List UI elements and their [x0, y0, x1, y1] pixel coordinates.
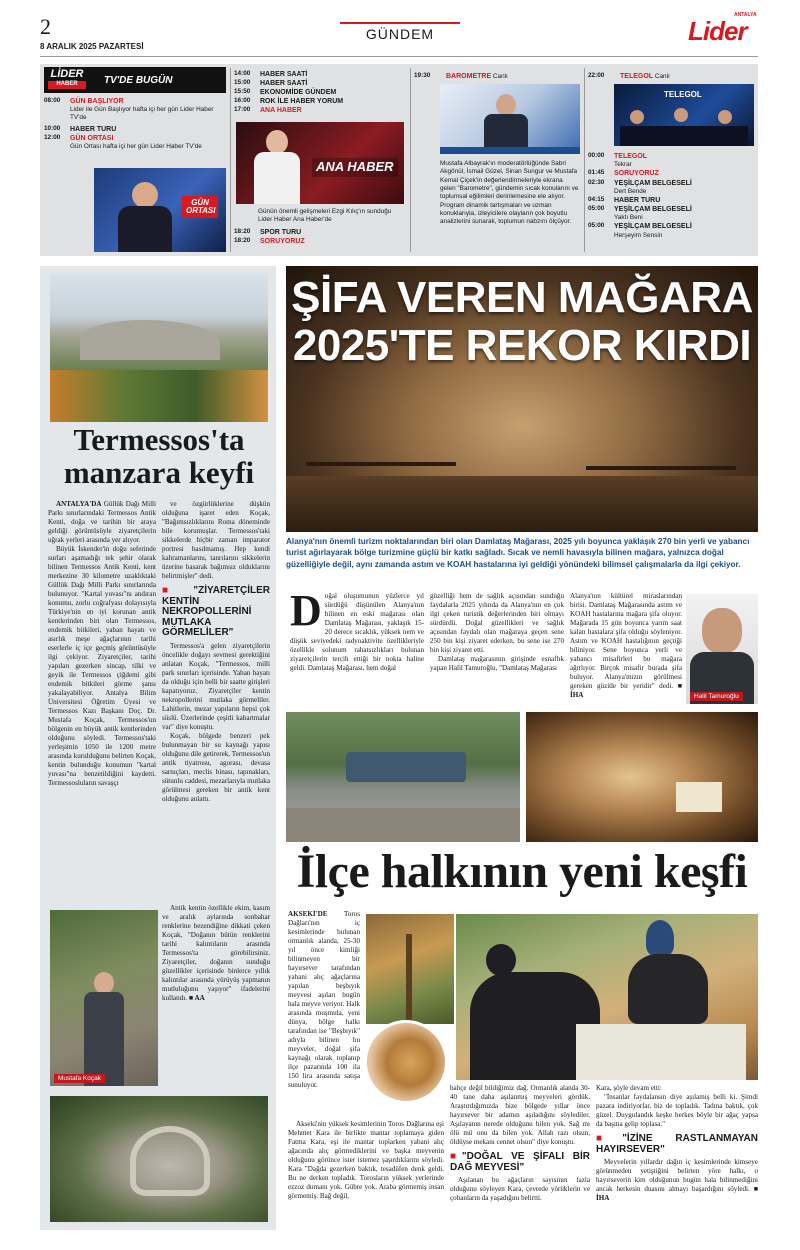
tv-item: 15:00 HABER SAATİ [234, 79, 308, 88]
termessos-aerial-photo [50, 1096, 268, 1222]
tv-item: 18:20 SPOR TURU [234, 228, 302, 236]
woman-body [628, 954, 708, 1024]
mustafa-kocak-photo [50, 910, 158, 1086]
termessos-agency: AA [194, 994, 205, 1002]
termessos-dateline: ANTALYA'DA [56, 500, 102, 508]
presenter-head [132, 182, 158, 208]
tv-item: 18:20 SORUYORUZ [234, 237, 305, 246]
tv-item: 00:00 TELEGOL Tekrar [588, 152, 648, 169]
tv-item: 08:00 GÜN BAŞLIYOR Lider ile Gün Başlıyor hafta içi her gün Lider Haber TV'de [44, 97, 214, 122]
akseki-text-col-3: Kara, şöyle devam etti: "İnsanlar faydalansın diye aşılamış belli ki. Şimdi pazara indiriyorlar, biz de topladık. Tadına baktık, çok güzel. Duygulandık keşke herkes böyle bir ağaç yapsa da başına gelip toplasa." ■"İZİNE RASTLANMAYAN HAYIRSEVER" Meyvelerin yıllardır dağın iç kesimlerinde kimseye görünmeden yetiştiğini belirten yöre halkı, o hayırseverin kim olduğunun bugün hala bilinmediğini ancak herkesin duasını almayı başardığını söyledi. ■ İHA [596, 1084, 758, 1202]
tv-item: 05:00 YEŞİLÇAM BELGESELİ Herşeyim Sensin [588, 222, 692, 239]
telegol-image [614, 84, 754, 146]
akseki-text-col-1: AKSEKİ'DE Toros Dağları'nın iç kesimlerinde bulunan ormanlık alanda, 25-30 yıl önce kimliği bilinmeyen bir hayırsever tarafından yabani alıç ağaçlarına yapılan beşbıyık meyvesi aşıları bugün hala meyve veriyor. Halk arasında muşmula, yeni dünya, bölge halkı tarafından ise "Beşbıyık" adıyla bilinen bu meyveler, doğal şifa kaynağı olarak toplanıp ilçe pazarında 100 ila 150 lira arasında satışa sunuluyor. [288, 910, 360, 1089]
akseki-subheading-2: ■"İZİNE RASTLANMAYAN HAYIRSEVER" [596, 1133, 758, 1155]
presenter-body [254, 152, 300, 204]
tv-item: 02:30 YEŞİLÇAM BELGESELİ Dert Bende [588, 178, 692, 195]
presenter-head [496, 94, 516, 116]
tv-list-2b [234, 228, 305, 246]
tv-item: 10:00 HABER TURU [44, 124, 117, 133]
tv-guide-header [44, 67, 226, 93]
pavement [286, 808, 520, 842]
termessos-text-col-3: Antik kentin özellikle ekim, kasım ve aralık aylarında sonbahar renklerine bezendiğine dikkati çeken Koçak, "Doğanın bütün renklerini tarihi kalıntıların arasında Termessos'ta görebilirsiniz. Ziyaretçiler, doğanın sunduğu güzellikler içerisinde binlerce yıllık kalıntılar arasında yürüyüş yapmanın mutluluğunu yaşıyor" ifadelerini kullandı. ■ AA [162, 904, 270, 1002]
cloth [576, 1024, 746, 1080]
issue-date: 8 ARALIK 2025 PAZARTESİ [40, 42, 144, 51]
akseki-text-col-1b: Akseki'nin yüksek kesimlerinin Toros Dağlarına eşi Mehmet Kara ile birlikte mantar toplamaya giden Fatma Kara, eşi ile mantar toplarken yabani alıç ağacında alıç görmediklerini ve başka meyvenin olduğunu görünce ister istemez şaşırdıklarını söyledi. Kara "Dağda gezerken baktık, tesadüfen denk geldi. Bu ne derken topladık. Torosların yüksek yerlerinde ezzoz dumanı yok. Gübre yok. Araba görmemiş insan görmemiş. Bağ değil, [288, 1120, 444, 1200]
shop-canopy [346, 752, 466, 782]
fruit-collectors-photo [456, 914, 758, 1080]
damlatas-text-col-1: Doğal oluşumunun yüzlerce yıl sürdüğü düşünülen Alanya'nın bilinen en eski mağarası olan Damlataş Mağarası, yaklaşık 15-20 derece sıcaklık, yüksek nem ve düşük seviyedeki radyoaktivite özellikleriyle özellikle solunum rahatsızlıkları bulunan ziyaretçilerin tercih ettiği bir nokta haline geldi. Damlataş Mağarası, hem doğal [290, 592, 424, 672]
page-number: 2 [40, 14, 51, 39]
ruins-shape [130, 1126, 210, 1196]
telegol-label: TELEGOL [664, 90, 702, 99]
tv-item: 19:30 BAROMETRE Canlı [414, 72, 508, 80]
damlatas-agency: İHA [570, 691, 584, 699]
tv-item: 12:00 GÜN ORTASI Gün Ortası hafta içi her gün Lider Haber TV'de [44, 133, 202, 150]
ana-haber-image [236, 122, 404, 204]
cave-railing [586, 466, 736, 470]
damlatas-text-col-2: güzelliği hem de sağlık açısından sunduğu faydalarla 2025 yılında da Alanya'nın en çok ilgi çeken turistik değerlerinden biri olmayı sürdürdü. Doğal güzellikleri ve sağlık açısından faydalı olan mağaraya geçen sene 250 bin kişi ziyaret ederken, bu sene ise 270 bin kişi ziyaret etti. Damlataş mağarasının girişinde esnaflık yapan Halil Tamuroğlu, "Damlataş Mağarası [430, 592, 564, 672]
tv-divider [584, 68, 585, 252]
tv-item: 04:15 HABER TURU [588, 195, 661, 204]
tree-trunk [406, 934, 412, 1024]
cave-floor [286, 476, 758, 532]
tv-list-1 [44, 97, 226, 151]
guest-head [718, 110, 732, 124]
termessos-title: Termessos'ta manzara keyfi [63, 422, 255, 490]
presenter-body [118, 206, 172, 252]
lider-haber-logo: LİDER HABER [44, 67, 90, 93]
akseki-subheading-1: ■"DOĞAL VE ŞİFALI BİR DAĞ MEYVESİ" [450, 1151, 590, 1173]
tv-guide-title: TV'DE BUGÜN [90, 67, 226, 93]
logo-subtitle: ANTALYA [734, 12, 757, 18]
tv-column-4 [588, 64, 756, 256]
cave-photo [286, 266, 758, 532]
fruit-closeup-photo [364, 1020, 448, 1104]
akseki-headline: İlçe halkının yeni keşfi [296, 845, 748, 898]
cave-interior-photo [526, 712, 758, 842]
gun-ortasi-label: GÜN ORTASI [182, 196, 218, 218]
damlatas-text-col-3: Alanya'nın kültürel miraslarından birisi. Damlataş Mağarasında astım ve KOAH hastalarına mağara şifa oluyor. Mağarada 15 gün boyunca yarım saat kalan hastalara şifa olduğu söyleniyor. Astım ve KOAH hastalığının geçtiği biliniyor. Sene boyunca yerli ve yabancı misafirleri bu mağara ağırlıyor. Birçok misafir burada şifa buluyor. Alanya'mızın görülmesi gereken güzide bir yeridir" dedi. ■ İHA [570, 592, 682, 699]
tv-item: 05:00 YEŞİLÇAM BELGESELİ Yaktı Beni [588, 205, 692, 222]
drop-cap: D [290, 592, 322, 635]
termessos-text-col-2: ve özgürlüklerine düşkün olduğuna işaret eden Koçak, "Bağımsızlıklarını Roma döneminde bile korumuşlar. Termessos'taki sikkelerde hiçbir zaman imparator portresi basılmamış. Hep kendi kahramanlarını, tanrılarını sikkelerin üzerine basarak bağımsız olduklarını belirtmişler" dedi. ■"ZİYARETÇİLER KENTİN NEKROPOLLERİNİ MUTLAKA GÖRMELİLER" Termessos'a gelen ziyaretçilerin öncelikle doğayı sevmesi gerektiğini anlatan Koçak, "Termessos, milli park sınırları içerisinde. Yaban hayatı da olduğu için belli bir saatte girişleri kapatıyoruz. Ziyaretçiler kentin nekropollerini mutlaka görmeliler. Lahitlerin, mezar yapıların hepsi çok süslü. Üzerlerinde çeşitli kabartmalar var" diye konuştu. Koçak, bölgede benzeri pek bulunmayan bir su kaynağı yapısı olduğunu dile getirerek, Termessos'un antik tiyatrosu, agorası, devasa sarnıçları, meclis binası, tapınakları, sütunlu caddesi, mezarlarıyla mutlaka görülmesi gereken bir antik kent olduğunu anlattı. [162, 500, 270, 803]
termessos-landscape-photo [50, 274, 268, 422]
lower-third [440, 147, 580, 154]
tv-list-4 [588, 152, 756, 240]
termessos-text-col-1: ANTALYA'DA Güllük Dağı Milli Parkı sınırlarındaki Termessos Antik Kenti, doğa ve tarihin bir araya geldiği görüntüsüyle ziyaretçilerin uğrak yerleri arasında yer alıyor. Büyük İskender'in doğu seferinde surları aşamadığı tek şehir olarak bilinen Termessos Antik Kenti, kent merkezine 30 kilometre uzaklıktaki Güllük Dağı Milli Parkı sınırlarında bulunuyor. "Kartal yuvası"nı andıran konumu, zorlu coğrafyası dolayısıyla Türkiye'nin en iyi korunan antik kentlerinden biri olan Termessos, endemik bitkileri, yaban hayatı ve asırlık meşe ağaçlarının tarihi eserlerle iç içe geçmiş görüntüsüyle ilgi çekiyor. Ziyaretçiler, tarihi yapıları gezerken sincap, tilki ve geyik ile Termessos çiğdemi gibi endemik bitkileri görme şansı yakalayabiliyor. Antalya Bilim Üniversitesi Öğretim Üyesi ve Termessos Kazı Başkanı Doç. Dr. Mustafa Koçak, Termessos'un bölgenin en büyük antik kentlerinden olduğunu söyledi. Termessos'taki yerleşimin 1050 ile 1200 metre arasında kurulduğunu belirten Koçak, kentin bulunduğu konumun "kartal yuvası"na benzetildiğini kaydetti. Termessosluların savaşçı [48, 500, 156, 787]
halil-tamuroglu-photo [686, 594, 758, 704]
studio-desk [620, 126, 748, 146]
tv-item: 22:00 TELEGOL Canlı [588, 72, 670, 80]
gun-ortasi-image [94, 168, 226, 252]
tamuroglu-caption: Halil Tamuroğlu [690, 692, 743, 701]
person-body [84, 992, 124, 1086]
barometre-image [440, 84, 580, 154]
tv-divider [410, 68, 411, 252]
ana-haber-desc: Günün önemli gelişmeleri Ezgi Kılıç'ın sunduğu Lider Haber Ana Haber'de [258, 208, 392, 224]
guest-head [674, 108, 688, 122]
person-head [702, 608, 742, 654]
damlatas-lead: Alanya'nın önemli turizm noktalarından biri olan Damlataş Mağarası, 2025 yılı boyunca yaklaşık 270 bin yerli ve yabancı turist ağırlayarak bölge turizmine güçlü bir katkı sağladı. Sıcak ve nemli havasıyla bilinen mağara, yalnızca doğal güzelliğiyle değil, aynı zamanda astım ve KOAH hastalarına iyi geldiği yönündeki bilimsel çalışmalarla da ilgi çekiyor. [286, 537, 750, 569]
section-title: GÜNDEM [340, 22, 460, 42]
akseki-text-col-2: bahçe değil bildiğimiz dağ. Ormanlık alanda 30-40 tane daha aşılanmış meyveleri gördük. Araştırdığımızda bize bölgede yıllar önce hayırsever bir adamın aşıladığını söylediler. Aşılayanın nerede olduğunu bilen yok. Sağ mı ölü mü onu da bilen yok. Allah razı olsun, öldüyse mekanı cennet olsun" diye konuştu. ■"DOĞAL VE ŞİFALI BİR DAĞ MEYVESİ" Aşılanan bu ağaçların sayısının fazla olduğunu söyleyen Kara, çevrede yörüklerin ve çobanların da yaşadığını belirtti. [450, 1084, 590, 1202]
tv-list-2 [234, 70, 408, 115]
mountain-shape [80, 320, 220, 360]
autumn-forest [50, 370, 268, 422]
tv-divider [230, 68, 231, 252]
barometre-desc: Mustafa Albayrak'ın moderatörlüğünde Sabri Akgönül, İsmail Güzel, Sinan Sungur ve Mustafa Kemal Çiçek'in değerlendirmeleriyle ekrana gelen "Barometre", gündemin sıcak konularını ve toplumsal eğilimleri derinlemesine ele alıyor. Program dinamik tartışmaları ve uzman konuklarıyla, izleyicilere olayların çok boyutlu analizlerini sunarak, toplumun nabzını ölçüyor. [440, 160, 579, 226]
tv-item: 15:50 EKONOMİDE GÜNDEM [234, 88, 337, 97]
damlatas-headline: ŞİFA VEREN MAĞARA 2025'TE REKOR KIRDI [291, 273, 753, 370]
cave-railing [306, 462, 456, 466]
person-head [94, 972, 114, 994]
termessos-subheading: ■"ZİYARETÇİLER KENTİN NEKROPOLLERİNİ MUTLAKA GÖRMELİLER" [162, 585, 270, 638]
tv-item: 14:00 HABER SAATİ [234, 70, 308, 78]
newspaper-logo[interactable]: Lider ANTALYA [688, 12, 757, 46]
tv-item: 16:00 ROK İLE HABER YORUM [234, 97, 344, 106]
tv-guide [40, 64, 758, 256]
info-sign [676, 782, 722, 812]
kocak-photo-caption: Mustafa Koçak [54, 1074, 105, 1083]
tv-item: 17:00 ANA HABER [234, 106, 302, 115]
ana-haber-label: ANA HABER [312, 158, 398, 177]
cave-entrance-photo [286, 712, 520, 842]
tree-photo [366, 914, 454, 1024]
woman-headscarf [646, 920, 674, 956]
tv-column-2 [234, 64, 408, 256]
tv-column-3 [414, 64, 582, 256]
header-rule [40, 56, 758, 57]
guest-head [630, 110, 644, 124]
akseki-dateline: AKSEKİ'DE [288, 910, 328, 918]
tv-column-1 [44, 64, 226, 256]
presenter-head [266, 130, 288, 154]
akseki-agency: İHA [596, 1194, 610, 1202]
tv-item: 01:45 SORUYORUZ [588, 169, 659, 178]
